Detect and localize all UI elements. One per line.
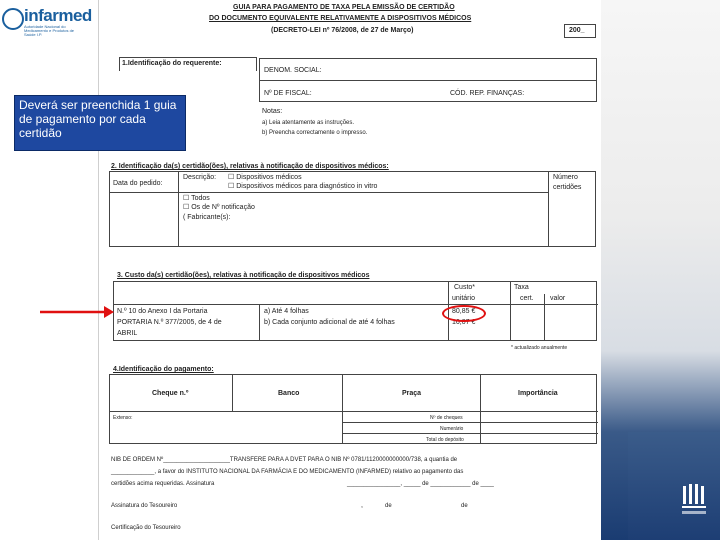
s3-valor-label: valor [550, 295, 566, 302]
denom-label: DENOM. SOCIAL: [264, 67, 322, 74]
s3-cert-label: cert. [520, 295, 534, 302]
s2-option-notificacao[interactable]: ☐ Os de Nº notificação [183, 204, 255, 211]
s2-option-todos[interactable]: ☐ Todos [183, 195, 210, 202]
s4-importancia-label: Importância [518, 390, 558, 397]
s4-cheque-label: Cheque n.º [152, 390, 189, 397]
callout-arrow-head [104, 306, 114, 318]
s3-row1-desc: a) Até 4 folhas [264, 308, 309, 315]
ordem-line-2: _____________, a favor do INSTITUTO NACIONAL DA FARMÁCIA E DO MEDICAMENTO (INFARMED) relativo ao pagamento das [111, 469, 464, 475]
ass-comma: , [361, 502, 363, 509]
s2-num2-label: certidões [553, 184, 582, 191]
s4-banco-label: Banco [278, 390, 300, 397]
ordem-line-4: ________________, _____ de ____________ de ____ [347, 481, 494, 487]
section4-title: 4.Identificação do pagamento: [113, 366, 214, 373]
s4-ncheques-label: Nº de cheques [430, 415, 463, 421]
logo-subtitle: Autoridade Nacional do Medicamento e Produtos de Saúde I.P. [24, 24, 75, 37]
s2-num-label: Número [553, 174, 578, 181]
certificacao-tesoureiro-label: Certificação do Tesoureiro [111, 525, 181, 531]
nif-label: Nº DE FISCAL: [264, 90, 312, 97]
s2-option-dm[interactable]: ☐ Dispositivos médicos [228, 174, 302, 181]
section3-title: 3. Custo da(s) certidão(ões), relativas à notificação de dispositivos médicos [117, 272, 370, 279]
assinatura-tesoureiro-label: Assinatura do Tesoureiro [111, 503, 178, 509]
highlight-oval [442, 305, 486, 322]
s4-numerario-label: Numerário [440, 426, 464, 432]
doc-title-1: GUIA PARA PAGAMENTO DE TAXA PELA EMISSÃO DE CERTIDÃO [233, 4, 455, 11]
s3-footnote: * actualizado anualmente [511, 345, 568, 351]
s3-row3-ref: ABRIL [117, 330, 138, 337]
s3-row1-ref: N.º 10 do Anexo I da Portaria [117, 308, 208, 315]
ass-de-2: de [461, 503, 468, 509]
section1-title: 1.Identificação do requerente: [122, 60, 222, 67]
doc-title-3: (DECRETO-LEI nº 76/2008, de 27 de Março) [271, 27, 414, 34]
s3-unit-label: unitário [452, 295, 475, 302]
section2-title: 2. Identificação da(s) certidão(ões), relativas à notificação de dispositivos médicos: [111, 163, 389, 170]
ordem-line-3: certidões acima requeridas. Assinatura [111, 481, 215, 487]
ordem-line-1: NIB DE ORDEM Nº____________________TRANSFERE PARA A DVET PARA O NIB Nº 0781/1120000000000/738, a quantia de [111, 457, 458, 463]
logo-text: infarmed [24, 6, 92, 25]
s3-row1-cost: 80,85 € [452, 308, 476, 315]
s2-date-label: Data do pedido: [113, 180, 163, 187]
s3-row2-desc: b) Cada conjunto adicional de até 4 folhas [264, 319, 395, 326]
instruction-callout: Deverá ser preenchida 1 guia de pagamento por cada certidão [14, 95, 186, 151]
cod-financas-label: CÓD. REP. FINANÇAS: [450, 90, 525, 97]
s3-taxa-label: Taxa [514, 284, 529, 291]
s2-option-ivd[interactable]: ☐ Dispositivos médicos para diagnóstico in vitro [228, 183, 378, 190]
s2-desc-label: Descrição: [183, 174, 217, 181]
s4-extenso-label: Extenso: [113, 415, 133, 421]
ass-de-1: de [385, 503, 392, 509]
s3-row2-ref: PORTARIA N.º 377/2005, de 4 de [117, 319, 222, 326]
notas-label: Notas: [262, 108, 283, 115]
s2-fabricante-label: ( Fabricante(s): [183, 214, 231, 221]
nota-b: b) Preencha correctamente o impresso. [262, 130, 368, 136]
s4-praca-label: Praça [402, 390, 422, 397]
s4-total-label: Total do depósito [426, 437, 464, 443]
doc-title-2: DO DOCUMENTO EQUIVALENTE RELATIVAMENTE A DISPOSITIVOS MÉDICOS [209, 15, 472, 22]
s3-custo-label: Custo* [454, 284, 476, 291]
year-value: 200_ [569, 27, 585, 34]
s3-row2-cost: 16,07 € [452, 319, 476, 326]
nota-a: a) Leia atentamente as instruções. [262, 120, 355, 126]
